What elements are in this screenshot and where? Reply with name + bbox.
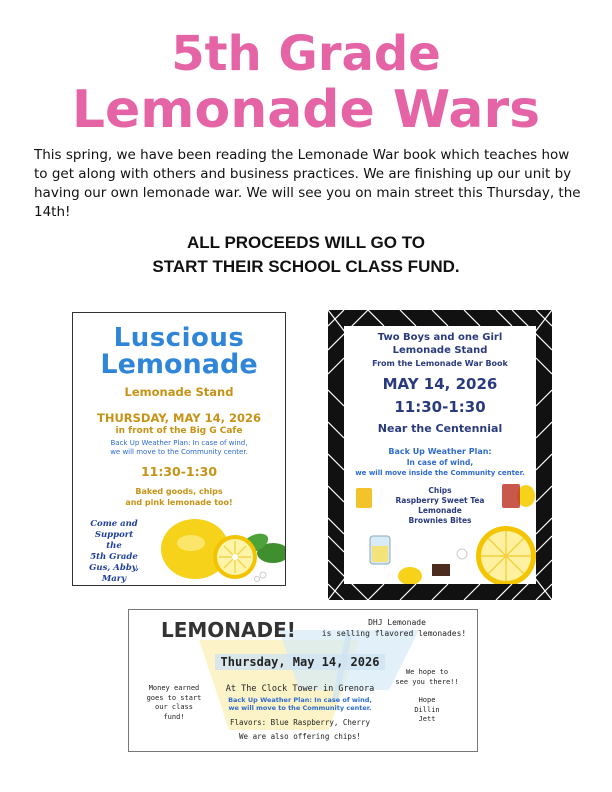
page-title-line1: 5th Grade [171, 26, 441, 82]
flyer1-location: in front of the Big G Cafe [115, 426, 243, 436]
flyer3-name: Dillin [414, 705, 440, 714]
flyer1-support-note [79, 519, 149, 585]
flyer2-menu-item: Lemonade [418, 506, 462, 515]
flyer3-name: Jett [418, 715, 436, 723]
flyer2-menu-item: Raspberry Sweet Tea [395, 496, 485, 505]
flyer2-backup-line3: we will move inside the Community center. [355, 469, 525, 477]
flyer2-heading-line2: Lemonade Stand [392, 345, 488, 356]
flyer3-location: At The Clock Tower in Grenora [225, 684, 375, 694]
intro-paragraph: This spring, we have been reading the Lemonade War book which teaches how to get along with others and business practices. We are finishing up our unit by having our own lemonade war. We will see you on main street this Thursday, the 14th! [34, 147, 581, 220]
flyer1-support-line: Come and [90, 519, 138, 529]
flyer3-hope-line: We hope to [405, 668, 449, 676]
flyer2-menu-item: Chips [428, 486, 452, 495]
flyer1-support-line: 5th Grade [90, 552, 138, 562]
proceeds-line1: ALL PROCEEDS WILL GO TO [186, 233, 426, 252]
flyer1-date: THURSDAY, MAY 14, 2026 [96, 411, 262, 425]
flyer1-support-line: the [106, 541, 122, 551]
flyer1-support-line: Support [94, 530, 134, 540]
flyer-dhj-lemonade [128, 609, 478, 752]
flyer2-content [344, 326, 536, 584]
flyer2-heading-line1: Two Boys and one Girl [377, 332, 503, 343]
flyer2-time: 11:30-1:30 [394, 398, 486, 416]
flyer3-money-line: Money earned [148, 684, 200, 692]
proceeds-line2: START THEIR SCHOOL CLASS FUND. [152, 257, 460, 276]
flyer3-hope-line: see you there!! [395, 677, 459, 686]
flyer2-menu-item: Brownies Bites [408, 516, 472, 525]
flyer1-support-names: Gus, Abby, Mary [89, 563, 139, 584]
flyer-luscious-lemonade [72, 312, 286, 586]
flyer1-goods-line1: Baked goods, chips [135, 487, 223, 496]
flyer3-money-note [143, 684, 205, 722]
flyer2-location: Near the Centennial [377, 422, 503, 435]
flyer2-backup-line2: In case of wind, [406, 458, 474, 467]
flyer1-backup-line2: we will move to the Community center. [110, 448, 248, 456]
flyer3-chips: We are also offering chips! [239, 732, 361, 741]
flyer2-heading-line3: From the Lemonade War Book [372, 359, 508, 368]
flyer1-title-line1: Luscious [113, 323, 245, 353]
flyer3-hope-note [387, 668, 467, 725]
flyer3-money-line: goes to start [146, 693, 202, 702]
page-title-line2: Lemonade Wars [71, 80, 541, 140]
flyer3-money-line: our class [155, 703, 193, 711]
flyer1-time: 11:30-1:30 [140, 464, 218, 479]
flyer3-name: Hope [418, 696, 436, 704]
flyer3-seller-note: is selling flavored lemonades! [321, 629, 467, 638]
flyer2-date: MAY 14, 2026 [382, 375, 498, 393]
lemon-illustration [135, 503, 285, 585]
flyer3-backup-line1: Back Up Weather Plan: In case of wind, [228, 696, 372, 704]
flyer3-money-line: fund! [163, 712, 185, 721]
flyer3-date: Thursday, May 14, 2026 [220, 655, 380, 669]
flyer2-backup-line1: Back Up Weather Plan: [388, 447, 492, 456]
flyer3-flavors: Flavors: Blue Raspberry, Cherry [230, 718, 370, 727]
spacer [387, 687, 467, 696]
flyer1-title-line2: Lemonade [100, 349, 258, 380]
flyer3-seller: DHJ Lemonade [368, 618, 426, 627]
flyer1-goods-line2: and pink lemonade too! [125, 498, 233, 507]
flyer-two-boys-one-girl [328, 310, 552, 600]
flyer3-heading: LEMONADE! [161, 618, 296, 642]
flyer1-backup-line1: Back Up Weather Plan: In case of wind, [110, 439, 248, 447]
flyer3-backup-line2: we will move to the Community center. [228, 704, 372, 712]
flyer1-stand: Lemonade Stand [124, 385, 234, 399]
